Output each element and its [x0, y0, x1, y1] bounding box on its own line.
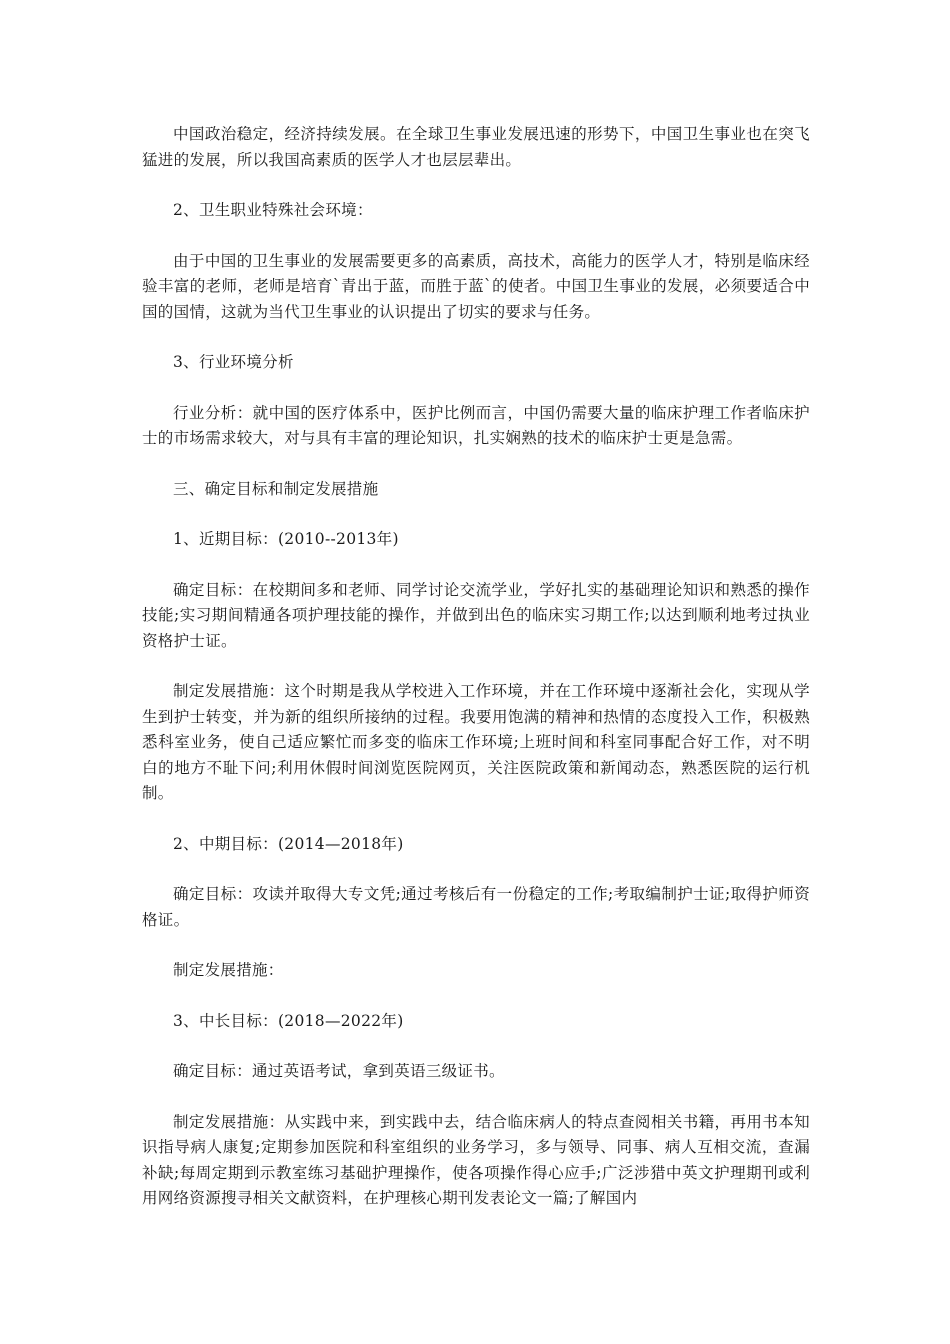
paragraph-industry-analysis: 行业分析：就中国的医疗体系中，医护比例而言，中国仍需要大量的临床护理工作者临床护士的市场需求较大，对与具有丰富的理论知识，扎实娴熟的技术的临床护士更是急需。	[142, 403, 810, 447]
heading-industry-analysis: 3、行业环境分析	[173, 353, 294, 371]
paragraph-mid-long-term-goal: 确定目标：通过英语考试，拿到英语三级证书。	[173, 1062, 505, 1080]
paragraph-intro: 中国政治稳定，经济持续发展。在全球卫生事业发展迅速的形势下，中国卫生事业也在突飞猛进的发展，所以我国高素质的医学人才也层层辈出。	[142, 125, 810, 169]
paragraph-short-term-goal: 确定目标：在校期间多和老师、同学讨论交流学业，学好扎实的基础理论知识和熟悉的操作技能;实习期间精通各项护理技能的操作，并做到出色的临床实习期工作;以达到顺利地考过执业资格护士证。	[142, 580, 810, 650]
paragraph-mid-long-term-measures: 制定发展措施：从实践中来，到实践中去，结合临床病人的特点查阅相关书籍，再用书本知识指导病人康复;定期参加医院和科室组织的业务学习，多与领导、同事、病人互相交流，查漏补缺;每周定期到示教室练习基础护理操作，使各项操作得心应手;广泛涉猎中英文护理期刊或利用网络资源搜寻相关文献资料，在护理核心期刊发表论文一篇;了解国内	[142, 1112, 810, 1207]
document-body	[142, 122, 810, 1237]
heading-mid-long-term-goal: 3、中长目标：(2018—2022年)	[173, 1011, 404, 1030]
heading-social-environment: 2、卫生职业特殊社会环境：	[173, 201, 373, 219]
heading-section-goals: 三、确定目标和制定发展措施	[173, 479, 379, 498]
paragraph-mid-term-goal: 确定目标：攻读并取得大专文凭;通过考核后有一份稳定的工作;考取编制护士证;取得护师资格证。	[142, 885, 810, 929]
heading-short-term-goal: 1、近期目标：(2010--2013年)	[173, 530, 399, 548]
paragraph-social-environment: 由于中国的卫生事业的发展需要更多的高素质，高技术，高能力的医学人才，特别是临床经验丰富的老师，老师是培育`青出于蓝，而胜于蓝`的使者。中国卫生事业的发展，必须要适合中国的国情，这就为当代卫生事业的认识提出了切实的要求与任务。	[142, 251, 810, 321]
heading-mid-term-goal: 2、中期目标：(2014—2018年)	[173, 834, 404, 853]
paragraph-short-term-measures: 制定发展措施：这个时期是我从学校进入工作环境，并在工作环境中逐渐社会化，实现从学生到护士转变，并为新的组织所接纳的过程。我要用饱满的精神和热情的态度投入工作，积极熟悉科室业务，使自己适应繁忙而多变的临床工作环境;上班时间和科室同事配合好工作，对不明白的地方不耻下问;利用休假时间浏览医院网页，关注医院政策和新闻动态，熟悉医院的运行机制。	[142, 682, 810, 802]
paragraph-mid-term-measures: 制定发展措施：	[173, 961, 284, 979]
